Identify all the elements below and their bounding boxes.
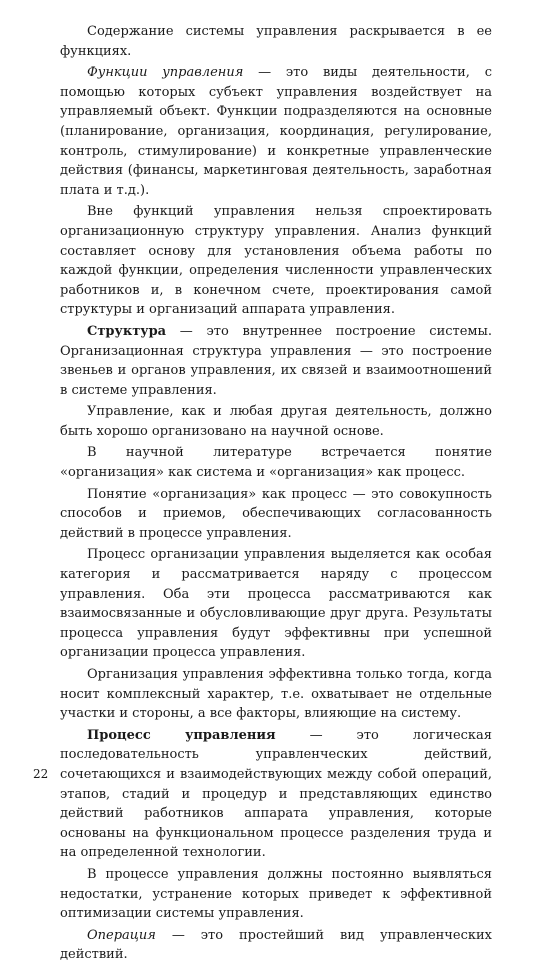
italic-term: Операция <box>87 927 156 943</box>
paragraph <box>60 865 492 924</box>
paragraph-text: В научной литературе встречается понятие «организация» как система и «организация» как процесс. <box>60 445 492 481</box>
paragraph-text: — это внутреннее построение системы. Организационная структура управления — это построение звеньев и органов управления, их связей и взаимоотношений в системе управления. <box>60 323 492 398</box>
paragraph <box>60 545 492 663</box>
paragraph-text: Процесс организации управления выделяется как особая категория и рассматривается наряду с процессом управления. Оба эти процесса рассматриваются как взаимосвязанные и обусловливающие друг друга. Результаты процесса управления будут эффективны при успешной организации процесса управления. <box>60 547 492 661</box>
paragraph-text: Понятие «организация» как процесс — это совокупность способов и приемов, обеспечивающих согласованность действий в процессе управления. <box>60 486 492 541</box>
paragraph-text: Содержание системы управления раскрывается в ее функциях. <box>60 24 492 59</box>
paragraph <box>60 322 492 400</box>
paragraph-text: Вне функций управления нельзя спроектировать организационную структуру управления. Анализ функций составляет основу для установления объема работы по каждой функции, определения численности управленческих работников и, в конечном счете, проектирования самой структуры и организаций аппарата управления. <box>60 204 492 318</box>
paragraph <box>60 926 492 965</box>
paragraph-text: — это виды деятельности, с помощью которых субъект управления воздействует на управляемый объект. Функции подразделяются на основные (планирование, организация, координация, регулирование, контроль, стимулирование) и конкретные управленческие действия (финансы, маркетинговая деятельность, заработная плата и т.д.). <box>60 65 492 198</box>
paragraph <box>60 22 492 61</box>
paragraph <box>60 485 492 544</box>
italic-term: Функции управления <box>87 65 244 81</box>
paragraph <box>60 202 492 320</box>
paragraph-text: Организация управления эффективна только тогда, когда носит комплексный характер, т.е. охватывает не отдельные участки и стороны, а все факторы, влияющие на систему. <box>60 667 492 722</box>
paragraph-text: Управление, как и любая другая деятельность, должно быть хорошо организовано на научной основе. <box>60 404 492 439</box>
paragraph <box>60 665 492 724</box>
paragraph-text: — это логическая последовательность управленческих действий, сочетающихся и взаимодействующих между собой операций, этапов, стадий и процедур и представляющих единство действий работников аппарата управления, которые основаны на функциональном процессе разделения труда и на определенной технологии. <box>60 727 492 861</box>
bold-term: Процесс управления <box>87 727 276 743</box>
paragraph <box>60 63 492 200</box>
paragraph-text: — это простейший вид управленческих действий. <box>60 927 492 963</box>
paragraph <box>60 443 492 482</box>
bold-term: Структура <box>87 323 167 339</box>
paragraph <box>60 402 492 441</box>
body-text <box>60 22 492 965</box>
paragraph <box>60 726 492 863</box>
paragraph-text: В процессе управления должны постоянно выявляться недостатки, устранение которых приведет к эффективной оптимизации системы управления. <box>60 866 492 922</box>
page-number: 22 <box>33 767 49 781</box>
